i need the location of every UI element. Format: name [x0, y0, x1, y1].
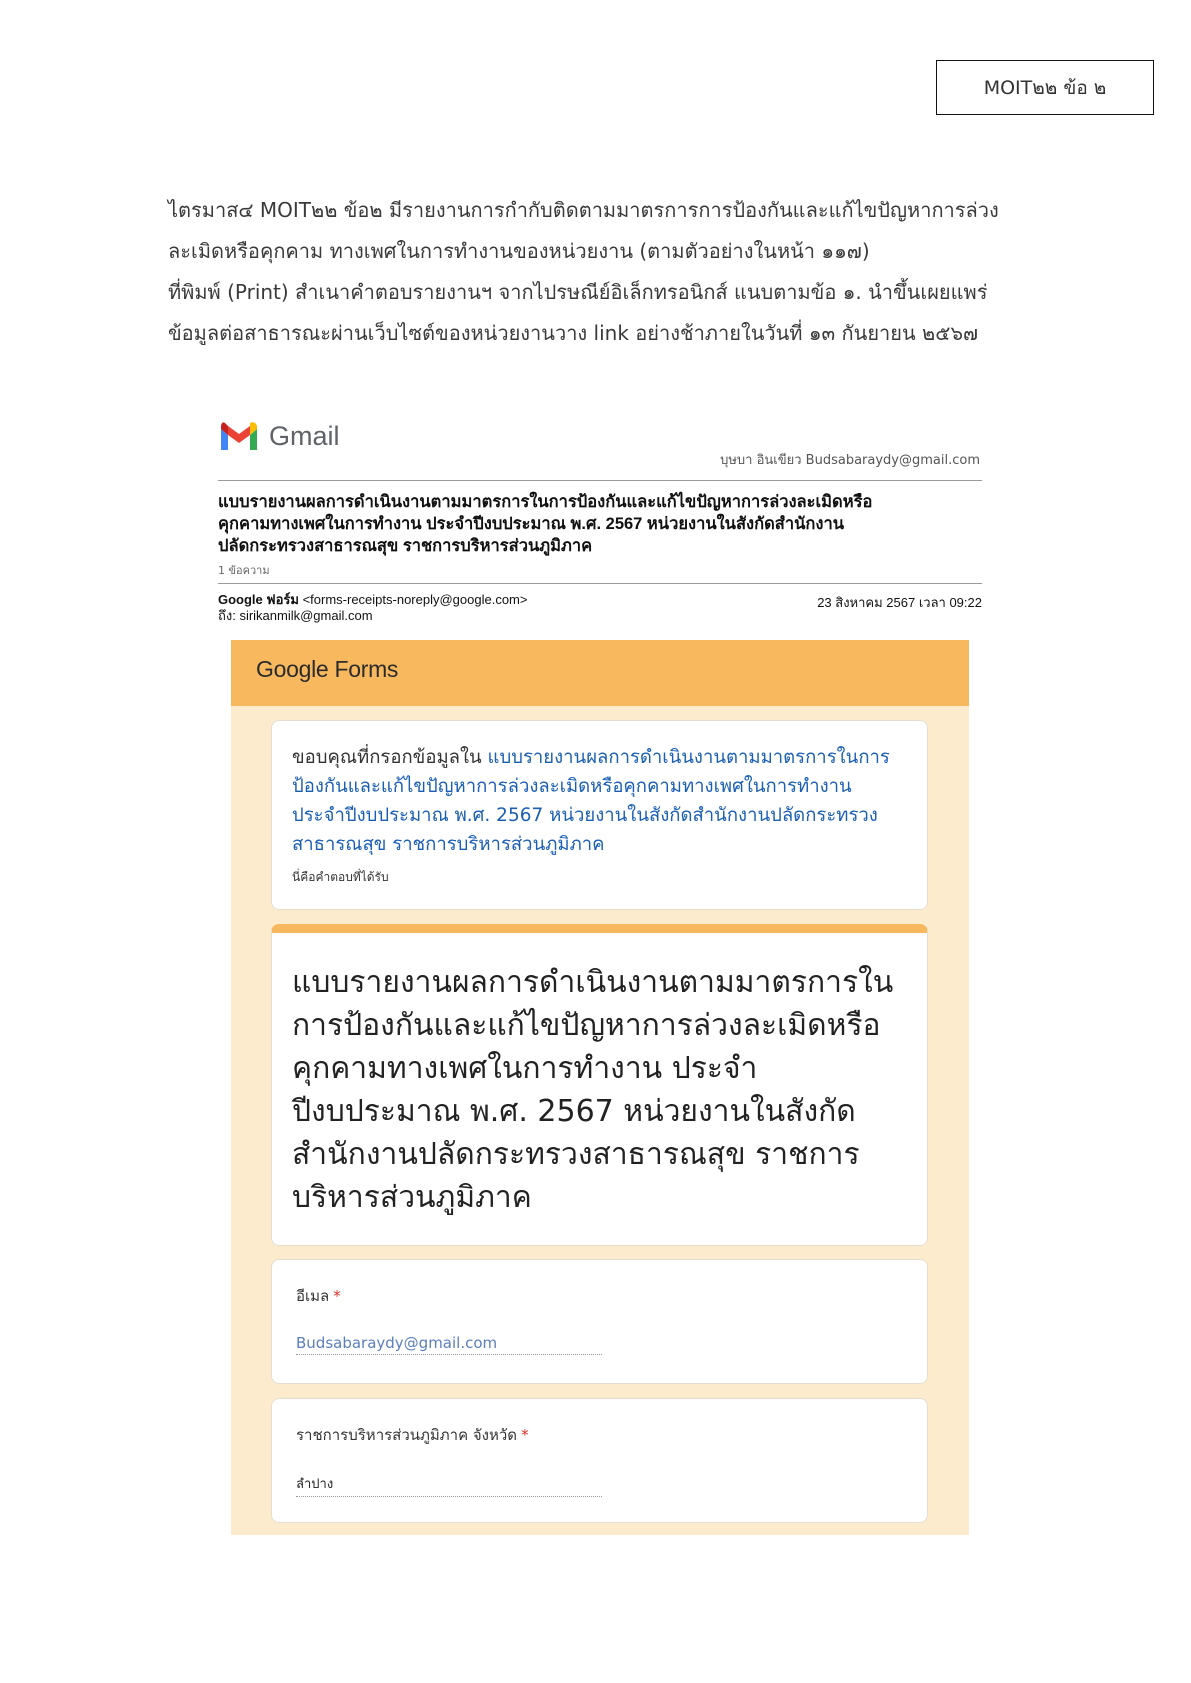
subject-divider — [218, 583, 982, 584]
gmail-m-icon — [218, 420, 260, 452]
email-label-text: อีเมล — [296, 1287, 330, 1305]
form-title-card — [271, 924, 928, 1246]
required-mark: * — [521, 1426, 529, 1444]
gmail-logo — [218, 420, 340, 452]
province-label — [296, 1423, 903, 1447]
header-divider — [218, 480, 982, 481]
email-label — [296, 1284, 903, 1308]
forms-wordmark: Forms — [334, 656, 399, 682]
recipient-line: ถึง: sirikanmilk@gmail.com — [218, 608, 373, 623]
email-question-card — [271, 1259, 928, 1384]
intro-line: ที่พิมพ์ (Print) สำเนาคำตอบรายงานฯ จากไปรษณีย์อิเล็กทรอนิกส์ แนบตามข้อ ๑. นำขึ้นเผยแพร่ — [168, 280, 988, 304]
subject-line: ปลัดกระทรวงสาธารณสุข ราชการบริหารส่วนภูมิภาค — [218, 537, 593, 555]
intro-paragraph — [168, 190, 1030, 354]
province-label-text: ราชการบริหารส่วนภูมิภาค จังหวัด — [296, 1426, 518, 1444]
sent-date: 23 สิงหาคม 2567 เวลา 09:22 — [817, 595, 982, 610]
sender-email: <forms-receipts-noreply@google.com> — [302, 592, 528, 607]
sender-name: Google ฟอร์ม — [218, 592, 299, 607]
account-name: บุษบา อินเขียว Budsabaraydy@gmail.com — [720, 453, 980, 468]
thanks-prefix: ขอบคุณที่กรอกข้อมูลใน — [292, 747, 488, 768]
thanks-message — [292, 743, 907, 859]
thanks-card — [271, 720, 928, 910]
intro-line: ไตรมาส๔ MOIT๒๒ ข้อ๒ มีรายงานการกำกับติดตามมาตรการการป้องกันและแก้ไขปัญหาการล่วง — [168, 198, 999, 222]
response-received-note: นี่คือคำตอบที่ได้รับ — [292, 870, 389, 884]
province-answer: ลำปาง — [296, 1473, 602, 1497]
subject-line: แบบรายงานผลการดำเนินงานตามมาตรการในการป้องกันและแก้ไขปัญหาการล่วงละเมิดหรือ — [218, 493, 873, 511]
google-forms-logo — [256, 656, 398, 683]
email-answer: Budsabaraydy@gmail.com — [296, 1334, 602, 1355]
email-subject — [218, 491, 988, 557]
intro-line: ละเมิดหรือคุกคาม ทางเพศในการทำงานของหน่วยงาน (ตามตัวอย่างในหน้า ๑๑๗) — [168, 239, 870, 263]
google-wordmark: Google — [256, 656, 329, 682]
gmail-wordmark: Gmail — [269, 420, 340, 451]
form-title: แบบรายงานผลการดำเนินงานตามมาตรการในการป้องกันและแก้ไขปัญหาการล่วงละเมิดหรือคุกคามทางเพศในการทำงาน ประจำปีงบประมาณ พ.ศ. 2567 หน่วยงานในสังกัดสำนักงานปลัดกระทรวงสาธารณสุข ราชการบริหารส่วนภูมิภาค — [292, 965, 894, 1215]
province-question-card — [271, 1398, 928, 1523]
sender-block — [218, 592, 527, 624]
document-code-box — [936, 60, 1154, 115]
document-code: MOIT๒๒ ข้อ ๒ — [983, 76, 1107, 99]
intro-line: ข้อมูลต่อสาธารณะผ่านเว็บไซต์ของหน่วยงานวาง link อย่างช้าภายในวันที่ ๑๓ กันยายน ๒๕๖๗ — [168, 321, 979, 345]
subject-line: คุกคามทางเพศในการทำงาน ประจำปีงบประมาณ พ.ศ. 2567 หน่วยงานในสังกัดสำนักงาน — [218, 515, 845, 533]
message-count: 1 ข้อความ — [218, 564, 270, 577]
form-link[interactable]: แบบรายงานผลการดำเนินงานตามมาตรการในการป้องกันและแก้ไขปัญหาการล่วงละเมิดหรือคุกคามทางเพศในการทำงาน ประจำปีงบประมาณ พ.ศ. 2567 หน่วยงานในสังกัดสำนักงานปลัดกระทรวงสาธารณสุข ราชการบริหารส่วนภูมิภาค — [292, 747, 890, 855]
required-mark: * — [333, 1287, 341, 1305]
